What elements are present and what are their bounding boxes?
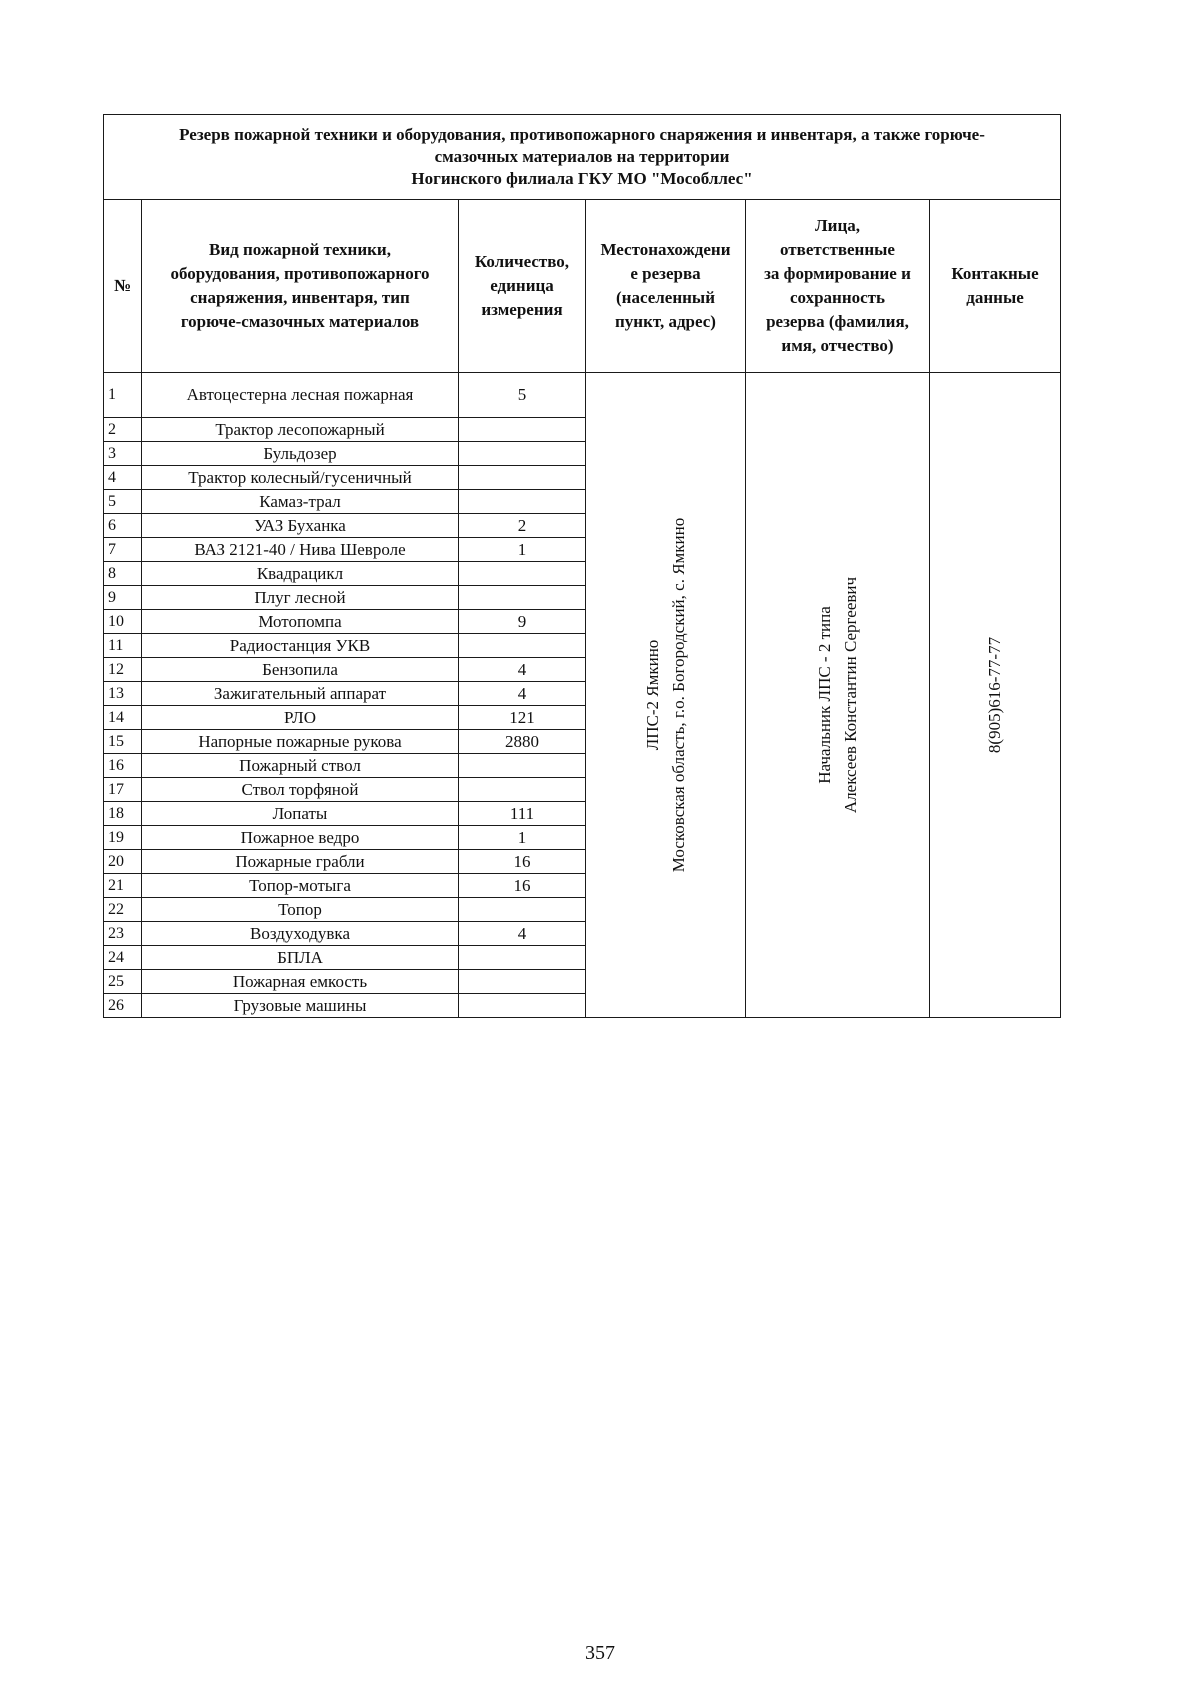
row-number: 15 <box>104 730 142 754</box>
item-name: Трактор лесопожарный <box>142 418 459 442</box>
row-number: 5 <box>104 490 142 514</box>
row-number: 23 <box>104 922 142 946</box>
item-quantity <box>459 490 586 514</box>
responsible-line-1: Начальник ЛПС - 2 типа <box>814 606 834 784</box>
header-num: № <box>104 200 142 373</box>
item-name: Грузовые машины <box>142 994 459 1018</box>
contacts-text <box>982 637 1008 753</box>
item-name: Камаз-трал <box>142 490 459 514</box>
item-quantity <box>459 970 586 994</box>
responsible-text <box>812 577 864 813</box>
row-number: 7 <box>104 538 142 562</box>
item-name: Ствол торфяной <box>142 778 459 802</box>
item-name: Зажигательный аппарат <box>142 682 459 706</box>
location-line-2: Московская область, г.о. Богородский, с. Ямкино <box>668 517 688 873</box>
header-contacts: Контакные данные <box>930 200 1061 373</box>
row-number: 11 <box>104 634 142 658</box>
header-responsible: Лица, ответственные за формирование и сохранность резерва (фамилия, имя, отчество) <box>746 200 930 373</box>
item-quantity <box>459 418 586 442</box>
header-row <box>104 200 1061 373</box>
item-quantity: 1 <box>459 826 586 850</box>
row-number: 1 <box>104 373 142 418</box>
title-line-1: Резерв пожарной техники и оборудования, противопожарного снаряжения и инвентаря, а также горюче- <box>179 125 985 144</box>
row-number: 16 <box>104 754 142 778</box>
item-name: Мотопомпа <box>142 610 459 634</box>
item-name: Пожарная емкость <box>142 970 459 994</box>
row-number: 24 <box>104 946 142 970</box>
location-line-1: ЛПС-2 Ямкино <box>642 639 662 751</box>
location-cell <box>586 373 746 1018</box>
row-number: 14 <box>104 706 142 730</box>
item-name: Автоцестерна лесная пожарная <box>142 373 459 418</box>
item-quantity: 4 <box>459 682 586 706</box>
row-number: 26 <box>104 994 142 1018</box>
contact-phone: 8(905)616-77-77 <box>985 636 1004 754</box>
item-name: Квадрацикл <box>142 562 459 586</box>
row-number: 19 <box>104 826 142 850</box>
item-name: ВАЗ 2121-40 / Нива Шевроле <box>142 538 459 562</box>
title-line-2: смазочных материалов на территории <box>434 147 730 166</box>
item-quantity: 5 <box>459 373 586 418</box>
item-quantity: 4 <box>459 658 586 682</box>
row-number: 3 <box>104 442 142 466</box>
row-number: 22 <box>104 898 142 922</box>
item-name: БПЛА <box>142 946 459 970</box>
header-type: Вид пожарной техники, оборудования, противопожарного снаряжения, инвентаря, тип горюче-смазочных материалов <box>142 200 459 373</box>
item-name: Трактор колесный/гусеничный <box>142 466 459 490</box>
row-number: 17 <box>104 778 142 802</box>
item-quantity <box>459 754 586 778</box>
item-quantity: 9 <box>459 610 586 634</box>
row-number: 21 <box>104 874 142 898</box>
item-name: Пожарные грабли <box>142 850 459 874</box>
row-number: 20 <box>104 850 142 874</box>
item-quantity <box>459 442 586 466</box>
item-name: Бульдозер <box>142 442 459 466</box>
item-name: Напорные пожарные рукова <box>142 730 459 754</box>
item-name: Бензопила <box>142 658 459 682</box>
table-row <box>104 373 1061 418</box>
page-number: 357 <box>585 1642 615 1664</box>
row-number: 6 <box>104 514 142 538</box>
item-quantity: 1 <box>459 538 586 562</box>
row-number: 4 <box>104 466 142 490</box>
item-name: Пожарный ствол <box>142 754 459 778</box>
item-quantity <box>459 634 586 658</box>
reserve-table <box>103 114 1061 1018</box>
item-quantity <box>459 994 586 1018</box>
item-name: Плуг лесной <box>142 586 459 610</box>
item-name: Радиостанция УКВ <box>142 634 459 658</box>
row-number: 12 <box>104 658 142 682</box>
title-row <box>104 115 1061 200</box>
item-quantity <box>459 586 586 610</box>
item-quantity <box>459 946 586 970</box>
item-quantity <box>459 562 586 586</box>
row-number: 25 <box>104 970 142 994</box>
header-qty: Количество, единица измерения <box>459 200 586 373</box>
item-quantity: 16 <box>459 850 586 874</box>
title-line-3: Ногинского филиала ГКУ МО "Мособллес" <box>411 169 753 188</box>
row-number: 18 <box>104 802 142 826</box>
table-title <box>104 115 1061 200</box>
item-quantity: 121 <box>459 706 586 730</box>
item-name: Воздуходувка <box>142 922 459 946</box>
item-name: Лопаты <box>142 802 459 826</box>
item-quantity <box>459 466 586 490</box>
item-name: РЛО <box>142 706 459 730</box>
item-name: Топор-мотыга <box>142 874 459 898</box>
item-name: УАЗ Буханка <box>142 514 459 538</box>
responsible-cell <box>746 373 930 1018</box>
row-number: 2 <box>104 418 142 442</box>
item-quantity <box>459 898 586 922</box>
responsible-line-2: Алексеев Константин Сергеевич <box>840 576 860 814</box>
item-quantity: 2 <box>459 514 586 538</box>
item-quantity <box>459 778 586 802</box>
row-number: 8 <box>104 562 142 586</box>
row-number: 10 <box>104 610 142 634</box>
contacts-cell <box>930 373 1061 1018</box>
header-location: Местонахождени е резерва (населенный пункт, адрес) <box>586 200 746 373</box>
row-number: 9 <box>104 586 142 610</box>
item-name: Пожарное ведро <box>142 826 459 850</box>
item-quantity: 2880 <box>459 730 586 754</box>
row-number: 13 <box>104 682 142 706</box>
item-quantity: 16 <box>459 874 586 898</box>
location-text <box>640 518 692 873</box>
item-quantity: 111 <box>459 802 586 826</box>
item-quantity: 4 <box>459 922 586 946</box>
item-name: Топор <box>142 898 459 922</box>
